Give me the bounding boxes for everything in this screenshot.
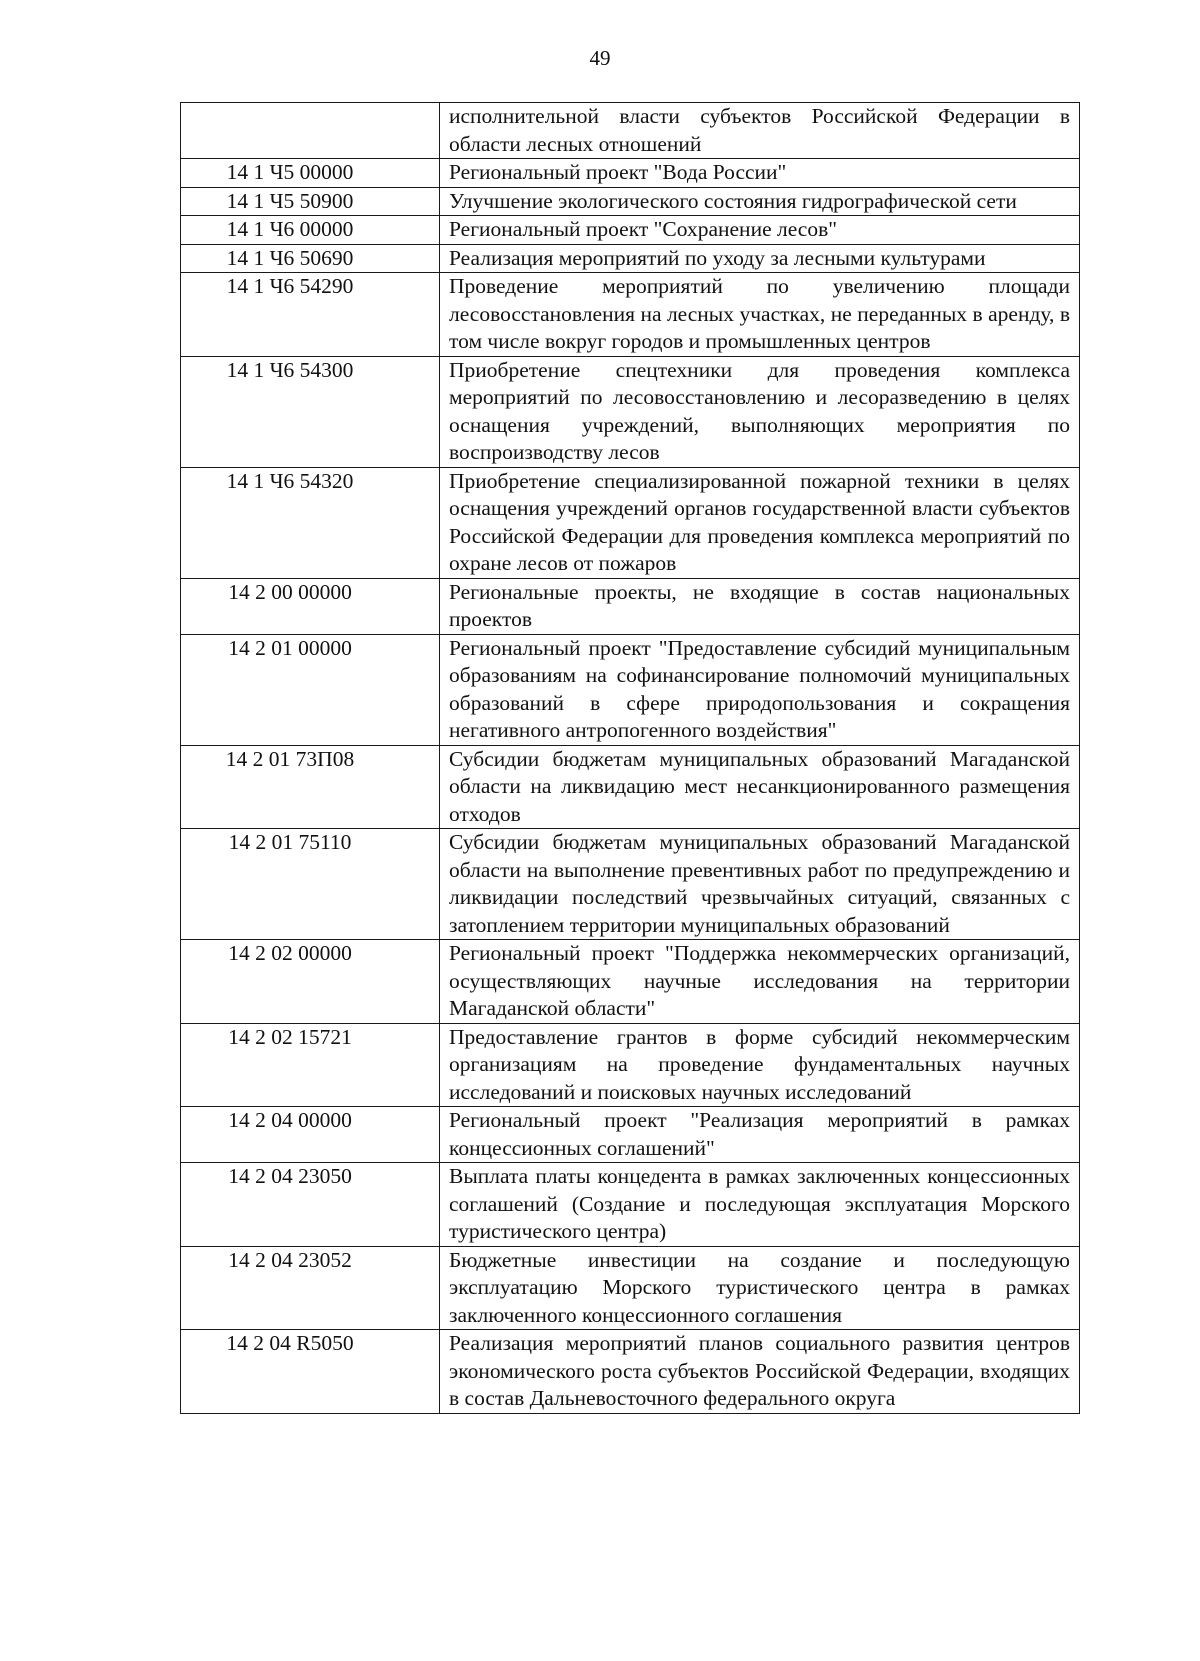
table-row xyxy=(181,829,1080,940)
row-name: Региональные проекты, не входящие в состав национальных проектов xyxy=(440,578,1080,634)
row-name: Улучшение экологического состояния гидрографической сети xyxy=(440,187,1080,216)
row-name: Региональный проект "Поддержка некоммерческих организаций, осуществляющих научные исследования на территории Магаданской области" xyxy=(440,940,1080,1024)
row-code: 14 1 Ч6 54290 xyxy=(181,273,440,357)
row-name: Реализация мероприятий планов социального развития центров экономического роста субъектов Российской Федерации, входящих в состав Дальневосточного федерального округа xyxy=(440,1330,1080,1414)
table-row xyxy=(181,1023,1080,1107)
table-row xyxy=(181,467,1080,578)
table-row xyxy=(181,159,1080,188)
row-name: Выплата платы концедента в рамках заключенных концессионных соглашений (Создание и последующая эксплуатация Морского туристического центра) xyxy=(440,1163,1080,1247)
row-name: Проведение мероприятий по увеличению площади лесовосстановления на лесных участках, не переданных в аренду, в том числе вокруг городов и промышленных центров xyxy=(440,273,1080,357)
table-row xyxy=(181,244,1080,273)
row-code: 14 2 04 R5050 xyxy=(181,1330,440,1414)
row-name: Региональный проект "Предоставление субсидий муниципальным образованиям на софинансирование полномочий муниципальных образований в сфере природопользования и сокращения негативного антропогенного воздействия" xyxy=(440,634,1080,745)
row-code: 14 1 Ч6 50690 xyxy=(181,244,440,273)
row-code: 14 1 Ч6 54300 xyxy=(181,356,440,467)
row-code: 14 1 Ч5 00000 xyxy=(181,159,440,188)
page-number: 49 xyxy=(589,46,611,70)
row-name: Региональный проект "Вода России" xyxy=(440,159,1080,188)
row-code: 14 2 01 73П08 xyxy=(181,745,440,829)
row-name: Приобретение спецтехники для проведения комплекса мероприятий по лесовосстановлению и лесоразведению в целях оснащения учреждений, выполняющих мероприятия по воспроизводству лесов xyxy=(440,356,1080,467)
row-name: Реализация мероприятий по уходу за лесными культурами xyxy=(440,244,1080,273)
table-row xyxy=(181,103,1080,159)
row-code: 14 2 00 00000 xyxy=(181,578,440,634)
row-code: 14 2 01 00000 xyxy=(181,634,440,745)
table-row xyxy=(181,356,1080,467)
table-row xyxy=(181,1107,1080,1163)
row-name: Региональный проект "Сохранение лесов" xyxy=(440,216,1080,245)
row-name: Предоставление грантов в форме субсидий некоммерческим организациям на проведение фундаментальных научных исследований и поисковых научных исследований xyxy=(440,1023,1080,1107)
row-code: 14 2 04 23052 xyxy=(181,1246,440,1330)
row-code: 14 1 Ч6 54320 xyxy=(181,467,440,578)
row-name: Региональный проект "Реализация мероприятий в рамках концессионных соглашений" xyxy=(440,1107,1080,1163)
table-row xyxy=(181,1163,1080,1247)
table-row xyxy=(181,940,1080,1024)
table-row xyxy=(181,1246,1080,1330)
row-code: 14 2 04 00000 xyxy=(181,1107,440,1163)
budget-classification-table xyxy=(180,102,1080,1414)
table-body xyxy=(181,103,1080,1414)
table-row xyxy=(181,634,1080,745)
table-row xyxy=(181,578,1080,634)
row-code: 14 2 02 15721 xyxy=(181,1023,440,1107)
row-name: исполнительной власти субъектов Российской Федерации в области лесных отношений xyxy=(440,103,1080,159)
table-row xyxy=(181,273,1080,357)
row-code xyxy=(181,103,440,159)
row-code: 14 1 Ч5 50900 xyxy=(181,187,440,216)
row-name: Бюджетные инвестиции на создание и последующую эксплуатацию Морского туристического центра в рамках заключенного концессионного соглашения xyxy=(440,1246,1080,1330)
row-code: 14 1 Ч6 00000 xyxy=(181,216,440,245)
table-row xyxy=(181,1330,1080,1414)
row-code: 14 2 01 75110 xyxy=(181,829,440,940)
table-row xyxy=(181,187,1080,216)
table-row xyxy=(181,216,1080,245)
row-name: Приобретение специализированной пожарной техники в целях оснащения учреждений органов государственной власти субъектов Российской Федерации для проведения комплекса мероприятий по охране лесов от пожаров xyxy=(440,467,1080,578)
row-code: 14 2 02 00000 xyxy=(181,940,440,1024)
row-name: Субсидии бюджетам муниципальных образований Магаданской области на ликвидацию мест несанкционированного размещения отходов xyxy=(440,745,1080,829)
table-row xyxy=(181,745,1080,829)
row-code: 14 2 04 23050 xyxy=(181,1163,440,1247)
row-name: Субсидии бюджетам муниципальных образований Магаданской области на выполнение превентивных работ по предупреждению и ликвидации последствий чрезвычайных ситуаций, связанных с затоплением территории муниципальных образований xyxy=(440,829,1080,940)
